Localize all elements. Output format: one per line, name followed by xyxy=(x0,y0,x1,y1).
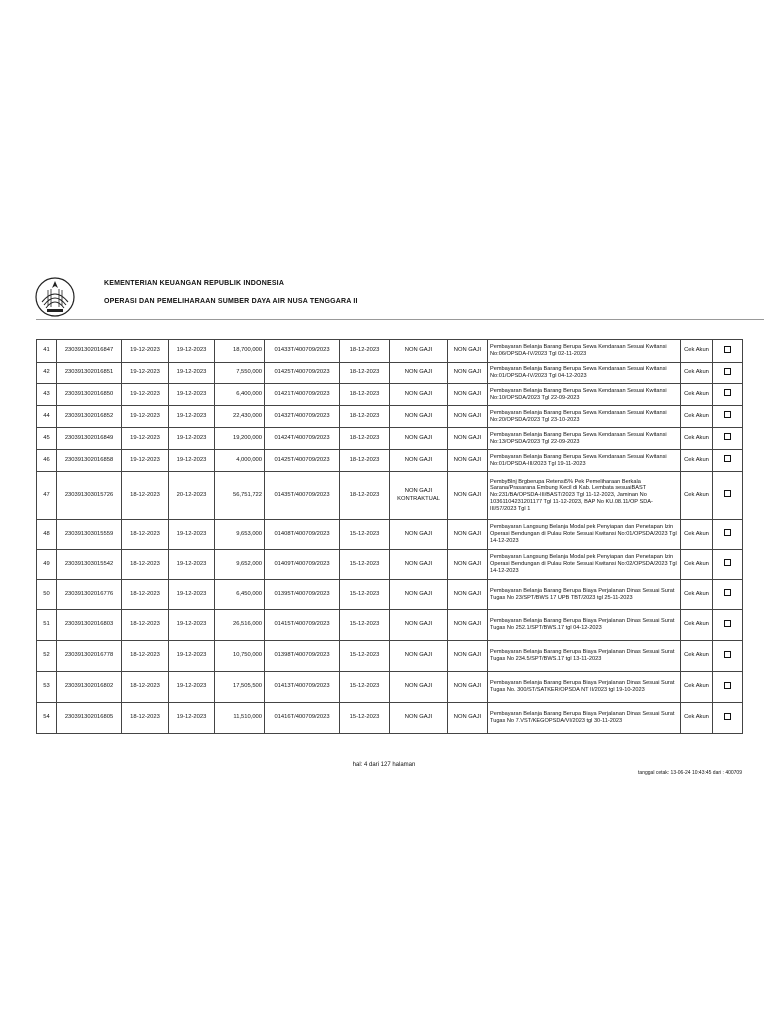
date-cell: 18-12-2023 xyxy=(340,472,390,520)
table-row xyxy=(37,703,743,734)
amount-cell: 17,505,500 xyxy=(215,672,265,703)
select-checkbox[interactable] xyxy=(713,340,743,363)
row-number: 47 xyxy=(37,472,57,520)
row-number: 54 xyxy=(37,703,57,734)
description-cell: Pembayaran Langsung Belanja Modal pek Penyiapan dan Penetapan Izin Operasi Bendungan di Pulau Rote Sesuai Kwitansi No:01/OPSDA/2023 Tgl 14-12-2023 xyxy=(488,520,681,550)
date-cell: 19-12-2023 xyxy=(169,550,215,580)
check-account-link[interactable]: Cek Akun xyxy=(681,428,713,450)
category-cell: NON GAJI xyxy=(448,520,488,550)
header-divider xyxy=(36,319,764,320)
row-number: 53 xyxy=(37,672,57,703)
date-cell: 19-12-2023 xyxy=(122,384,169,406)
check-account-link[interactable]: Cek Akun xyxy=(681,472,713,520)
date-cell: 19-12-2023 xyxy=(169,610,215,641)
spm-number: 230391302016849 xyxy=(57,428,122,450)
report-header xyxy=(34,272,764,320)
date-cell: 18-12-2023 xyxy=(122,550,169,580)
description-cell: Pembayaran Belanja Barang Berupa Sewa Kendaraan Sesuai Kwitansi No:01/OPSDA-III/2023 Tgl 19-11-2023 xyxy=(488,450,681,472)
date-cell: 19-12-2023 xyxy=(169,384,215,406)
date-cell: 15-12-2023 xyxy=(340,703,390,734)
select-checkbox[interactable] xyxy=(713,641,743,672)
amount-cell: 19,200,000 xyxy=(215,428,265,450)
date-cell: 19-12-2023 xyxy=(169,340,215,363)
check-account-link[interactable]: Cek Akun xyxy=(681,363,713,384)
spm-number: 230391302016847 xyxy=(57,340,122,363)
select-checkbox[interactable] xyxy=(713,384,743,406)
date-cell: 19-12-2023 xyxy=(122,363,169,384)
amount-cell: 10,750,000 xyxy=(215,641,265,672)
spm-number: 230391302016851 xyxy=(57,363,122,384)
date-cell: 15-12-2023 xyxy=(340,672,390,703)
description-cell: Pembayaran Belanja Barang Berupa Sewa Kendaraan Sesuai Kwitansi No:01/OPSDA-IV/2023 Tgl 04-12-2023 xyxy=(488,363,681,384)
check-account-link[interactable]: Cek Akun xyxy=(681,703,713,734)
payment-type: NON GAJI xyxy=(390,703,448,734)
reference-cell: 01408T/400709/2023 xyxy=(265,520,340,550)
payment-type: NON GAJI xyxy=(390,550,448,580)
spm-number: 230391302016850 xyxy=(57,384,122,406)
payment-type: NON GAJI xyxy=(390,450,448,472)
date-cell: 19-12-2023 xyxy=(169,406,215,428)
payment-type: NON GAJI KONTRAKTUAL xyxy=(390,472,448,520)
check-account-link[interactable]: Cek Akun xyxy=(681,450,713,472)
select-checkbox[interactable] xyxy=(713,703,743,734)
check-account-link[interactable]: Cek Akun xyxy=(681,672,713,703)
checkbox-icon[interactable] xyxy=(724,559,731,566)
description-cell: Pembayaran Belanja Barang Berupa Biaya Perjalanan Dinas Sesuai Surat Tugas No 234.5/SPT/BWS.17 tgl 13-11-2023 xyxy=(488,641,681,672)
payment-type: NON GAJI xyxy=(390,641,448,672)
check-account-link[interactable]: Cek Akun xyxy=(681,580,713,610)
category-cell: NON GAJI xyxy=(448,610,488,641)
select-checkbox[interactable] xyxy=(713,550,743,580)
checkbox-icon[interactable] xyxy=(724,651,731,658)
category-cell: NON GAJI xyxy=(448,340,488,363)
table-row xyxy=(37,363,743,384)
description-cell: Pembayaran Belanja Barang Berupa Sewa Kendaraan Sesuai Kwitansi No:06/OPSDA-IV/2023 Tgl 02-11-2023 xyxy=(488,340,681,363)
spm-number: 230391302016852 xyxy=(57,406,122,428)
category-cell: NON GAJI xyxy=(448,406,488,428)
reference-cell: 01395T/400709/2023 xyxy=(265,580,340,610)
category-cell: NON GAJI xyxy=(448,672,488,703)
select-checkbox[interactable] xyxy=(713,450,743,472)
date-cell: 20-12-2023 xyxy=(169,472,215,520)
description-cell: Pembayaran Belanja Barang Berupa Sewa Kendaraan Sesuai Kwitansi No:20/OPSDA/2023 Tgl 23-10-2023 xyxy=(488,406,681,428)
table-row xyxy=(37,428,743,450)
date-cell: 18-12-2023 xyxy=(340,363,390,384)
table-row xyxy=(37,672,743,703)
row-number: 45 xyxy=(37,428,57,450)
table-row xyxy=(37,340,743,363)
reference-cell: 01425T/400709/2023 xyxy=(265,363,340,384)
description-cell: Pembayaran Belanja Barang Berupa Sewa Kendaraan Sesuai Kwitansi No:13/OPSDA/2023 Tgl 22-09-2023 xyxy=(488,428,681,450)
organization-name: KEMENTERIAN KEUANGAN REPUBLIK INDONESIA xyxy=(104,280,285,287)
spm-number: 230391303015726 xyxy=(57,472,122,520)
reference-cell: 01398T/400709/2023 xyxy=(265,641,340,672)
select-checkbox[interactable] xyxy=(713,363,743,384)
date-cell: 19-12-2023 xyxy=(169,703,215,734)
date-cell: 19-12-2023 xyxy=(169,580,215,610)
category-cell: NON GAJI xyxy=(448,580,488,610)
amount-cell: 56,751,722 xyxy=(215,472,265,520)
payment-type: NON GAJI xyxy=(390,672,448,703)
print-timestamp: tanggal cetak: 13-06-24 10:43:45 dari : 400709 xyxy=(638,770,742,776)
row-number: 51 xyxy=(37,610,57,641)
checkbox-icon[interactable] xyxy=(724,368,731,375)
category-cell: NON GAJI xyxy=(448,550,488,580)
table-body xyxy=(37,340,743,734)
reference-cell: 01416T/400709/2023 xyxy=(265,703,340,734)
amount-cell: 9,652,000 xyxy=(215,550,265,580)
select-checkbox[interactable] xyxy=(713,520,743,550)
checkbox-icon[interactable] xyxy=(724,389,731,396)
reference-cell: 01433T/400709/2023 xyxy=(265,340,340,363)
date-cell: 19-12-2023 xyxy=(169,520,215,550)
date-cell: 19-12-2023 xyxy=(169,363,215,384)
date-cell: 15-12-2023 xyxy=(340,610,390,641)
date-cell: 15-12-2023 xyxy=(340,550,390,580)
date-cell: 18-12-2023 xyxy=(340,406,390,428)
amount-cell: 26,516,000 xyxy=(215,610,265,641)
date-cell: 19-12-2023 xyxy=(169,450,215,472)
select-checkbox[interactable] xyxy=(713,610,743,641)
checkbox-icon[interactable] xyxy=(724,713,731,720)
reference-cell: 01413T/400709/2023 xyxy=(265,672,340,703)
spm-number: 230391302016778 xyxy=(57,641,122,672)
amount-cell: 6,400,000 xyxy=(215,384,265,406)
check-account-link[interactable]: Cek Akun xyxy=(681,641,713,672)
table-row xyxy=(37,641,743,672)
date-cell: 15-12-2023 xyxy=(340,580,390,610)
work-unit-name: OPERASI DAN PEMELIHARAAN SUMBER DAYA AIR NUSA TENGGARA II xyxy=(104,298,358,305)
date-cell: 18-12-2023 xyxy=(122,472,169,520)
date-cell: 18-12-2023 xyxy=(122,610,169,641)
date-cell: 18-12-2023 xyxy=(340,340,390,363)
reference-cell: 01425T/400709/2023 xyxy=(265,450,340,472)
row-number: 42 xyxy=(37,363,57,384)
checkbox-icon[interactable] xyxy=(724,620,731,627)
payment-type: NON GAJI xyxy=(390,384,448,406)
payment-type: NON GAJI xyxy=(390,428,448,450)
amount-cell: 18,700,000 xyxy=(215,340,265,363)
amount-cell: 4,000,000 xyxy=(215,450,265,472)
table-row xyxy=(37,550,743,580)
payment-table xyxy=(36,339,743,734)
table-row xyxy=(37,520,743,550)
description-cell: PembyBlnj Brgberupa Retensi5% Pek Pemeliharaan Berkala Sarana/Prasarana Embung Kecil di Kab. Lembata sesuaiBAST No:231/BA/OPSDA-III/BAST/2023 Tgl 11-12-2023, Jaminan No 10361104231201177 Tgl 11-12-2023, BAP No KU.08.11/OP SDA-III/57/2023 Tgl 1 xyxy=(488,472,681,520)
date-cell: 18-12-2023 xyxy=(122,703,169,734)
category-cell: NON GAJI xyxy=(448,450,488,472)
date-cell: 19-12-2023 xyxy=(169,428,215,450)
spm-number: 230391302016776 xyxy=(57,580,122,610)
spm-number: 230391303015542 xyxy=(57,550,122,580)
row-number: 49 xyxy=(37,550,57,580)
description-cell: Pembayaran Belanja Barang Berupa Biaya Perjalanan Dinas Sesuai Surat Tugas No. 300/ST/SATKER/OPSDA NT II/2023 tgl 19-10-2023 xyxy=(488,672,681,703)
table-row xyxy=(37,384,743,406)
checkbox-icon[interactable] xyxy=(724,433,731,440)
spm-number: 230391302016805 xyxy=(57,703,122,734)
payment-type: NON GAJI xyxy=(390,610,448,641)
row-number: 46 xyxy=(37,450,57,472)
description-cell: Pembayaran Langsung Belanja Modal pek Penyiapan dan Penetapan Izin Operasi Bendungan di Pulau Rote Sesuai Kwitansi No:02/OPSDA/2023 Tgl 14-12-2023 xyxy=(488,550,681,580)
category-cell: NON GAJI xyxy=(448,703,488,734)
date-cell: 19-12-2023 xyxy=(122,340,169,363)
spm-number: 230391302016802 xyxy=(57,672,122,703)
spm-number: 230391303015559 xyxy=(57,520,122,550)
select-checkbox[interactable] xyxy=(713,472,743,520)
category-cell: NON GAJI xyxy=(448,363,488,384)
table-row xyxy=(37,610,743,641)
payment-type: NON GAJI xyxy=(390,406,448,428)
description-cell: Pembayaran Belanja Barang Berupa Biaya Perjalanan Dinas Sesuai Surat Tugas No 252.1/SPT/BWS.17 tgl 04-12-2023 xyxy=(488,610,681,641)
check-account-link[interactable]: Cek Akun xyxy=(681,340,713,363)
check-account-link[interactable]: Cek Akun xyxy=(681,406,713,428)
select-checkbox[interactable] xyxy=(713,672,743,703)
description-cell: Pembayaran Belanja Barang Berupa Biaya Perjalanan Dinas Sesuai Surat Tugas No 23/SPT/BWS 17 UPB TBT/2023 tgl 25-11-2023 xyxy=(488,580,681,610)
date-cell: 18-12-2023 xyxy=(122,580,169,610)
row-number: 52 xyxy=(37,641,57,672)
checkbox-icon[interactable] xyxy=(724,411,731,418)
date-cell: 19-12-2023 xyxy=(169,672,215,703)
category-cell: NON GAJI xyxy=(448,384,488,406)
select-checkbox[interactable] xyxy=(713,406,743,428)
table-row xyxy=(37,580,743,610)
reference-cell: 01424T/400709/2023 xyxy=(265,428,340,450)
date-cell: 18-12-2023 xyxy=(122,641,169,672)
reference-cell: 01435T/400709/2023 xyxy=(265,472,340,520)
date-cell: 19-12-2023 xyxy=(122,450,169,472)
checkbox-icon[interactable] xyxy=(724,346,731,353)
amount-cell: 22,430,000 xyxy=(215,406,265,428)
checkbox-icon[interactable] xyxy=(724,589,731,596)
amount-cell: 9,653,000 xyxy=(215,520,265,550)
select-checkbox[interactable] xyxy=(713,428,743,450)
table-row xyxy=(37,450,743,472)
checkbox-icon[interactable] xyxy=(724,682,731,689)
category-cell: NON GAJI xyxy=(448,472,488,520)
date-cell: 18-12-2023 xyxy=(340,428,390,450)
payment-type: NON GAJI xyxy=(390,520,448,550)
row-number: 48 xyxy=(37,520,57,550)
reference-cell: 01432T/400709/2023 xyxy=(265,406,340,428)
payment-type: NON GAJI xyxy=(390,580,448,610)
table-row xyxy=(37,472,743,520)
check-account-link[interactable]: Cek Akun xyxy=(681,520,713,550)
date-cell: 15-12-2023 xyxy=(340,641,390,672)
date-cell: 19-12-2023 xyxy=(122,428,169,450)
date-cell: 18-12-2023 xyxy=(122,520,169,550)
spm-number: 230391302016858 xyxy=(57,450,122,472)
check-account-link[interactable]: Cek Akun xyxy=(681,384,713,406)
row-number: 50 xyxy=(37,580,57,610)
page-indicator: hal: 4 dari 127 halaman xyxy=(352,762,416,768)
table-row xyxy=(37,406,743,428)
date-cell: 19-12-2023 xyxy=(169,641,215,672)
reference-cell: 01421T/400709/2023 xyxy=(265,384,340,406)
date-cell: 18-12-2023 xyxy=(122,672,169,703)
date-cell: 19-12-2023 xyxy=(122,406,169,428)
description-cell: Pembayaran Belanja Barang Berupa Biaya Perjalanan Dinas Sesuai Surat Tugas No 7.VST/KEGOPSDA/VI/2023 tgl 30-11-2023 xyxy=(488,703,681,734)
description-cell: Pembayaran Belanja Barang Berupa Sewa Kendaraan Sesuai Kwitansi No:10/OPSDA/2023 Tgl 22-09-2023 xyxy=(488,384,681,406)
check-account-link[interactable]: Cek Akun xyxy=(681,610,713,641)
select-checkbox[interactable] xyxy=(713,580,743,610)
date-cell: 18-12-2023 xyxy=(340,450,390,472)
payment-type: NON GAJI xyxy=(390,363,448,384)
check-account-link[interactable]: Cek Akun xyxy=(681,550,713,580)
amount-cell: 11,510,000 xyxy=(215,703,265,734)
spm-number: 230391302016803 xyxy=(57,610,122,641)
date-cell: 18-12-2023 xyxy=(340,384,390,406)
ministry-emblem-icon xyxy=(34,276,76,318)
amount-cell: 7,550,000 xyxy=(215,363,265,384)
checkbox-icon[interactable] xyxy=(724,529,731,536)
row-number: 41 xyxy=(37,340,57,363)
reference-cell: 01415T/400709/2023 xyxy=(265,610,340,641)
row-number: 44 xyxy=(37,406,57,428)
date-cell: 15-12-2023 xyxy=(340,520,390,550)
payment-type: NON GAJI xyxy=(390,340,448,363)
category-cell: NON GAJI xyxy=(448,641,488,672)
row-number: 43 xyxy=(37,384,57,406)
checkbox-icon[interactable] xyxy=(724,455,731,462)
checkbox-icon[interactable] xyxy=(724,490,731,497)
category-cell: NON GAJI xyxy=(448,428,488,450)
amount-cell: 6,450,000 xyxy=(215,580,265,610)
reference-cell: 01409T/400709/2023 xyxy=(265,550,340,580)
